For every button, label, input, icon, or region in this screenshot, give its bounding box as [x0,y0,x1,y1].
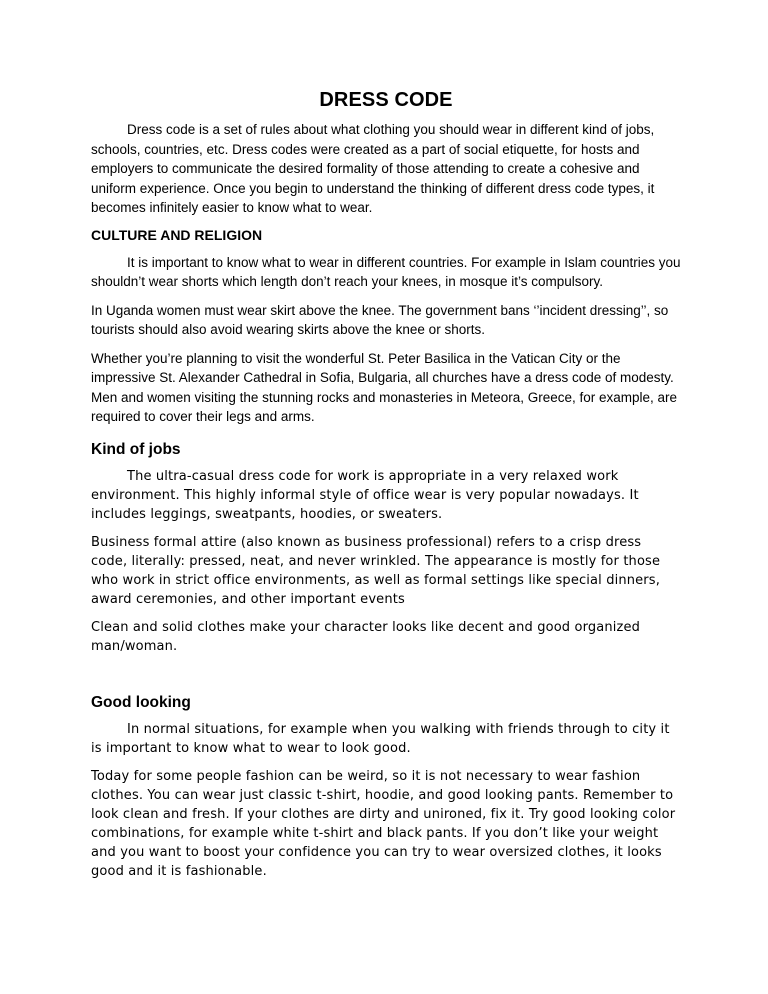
page-title: DRESS CODE [319,89,453,111]
culture-paragraph-1: It is important to know what to wear in different countries. For example in Islam countries you shouldn’t wear shorts which length don’t reach your knees, in mosque it’s compulsory. [91,254,681,289]
looking-paragraph-2: Today for some people fashion can be weird, so it is not necessary to wear fashion clothes. You can wear just classic t-shirt, hoodie, and good looking pants. Remember to look clean and fresh. If your clothes are dirty and unironed, fix it. Try good looking color combinations, for example white t-shirt and black pants. If you don’t like your weight and you want to boost your confidence you can try to wear oversized clothes, it looks good and it is fashionable. [91,768,676,879]
culture-paragraph-3: Whether you’re planning to visit the wonderful St. Peter Basilica in the Vatican City or the impressive St. Alexander Cathedral in Sofia, Bulgaria, all churches have a dress code of modesty. Men and women visiting the stunning rocks and monasteries in Meteora, Greece, for example, are required to cover their legs and arms. [91,350,678,424]
jobs-paragraph-3: Clean and solid clothes make your character looks like decent and good organized man/woman. [91,619,641,654]
document-page [91,88,681,881]
culture-paragraph-2: In Uganda women must wear skirt above the knee. The government bans ‘’incident dressing’’, so tourists should also avoid wearing skirts above the knee or shorts. [91,302,669,337]
jobs-paragraph-2: Business formal attire (also known as business professional) refers to a crisp dress code, literally: pressed, neat, and never wrinkled. The appearance is mostly for those who work in strict office environments, as well as formal settings like special dinners, award ceremonies, and other important events [91,534,661,607]
culture-heading: CULTURE AND RELIGION [91,226,263,243]
jobs-heading: Kind of jobs [91,440,181,458]
jobs-paragraph-1: The ultra-casual dress code for work is appropriate in a very relaxed work environment. This highly informal style of office wear is very popular nowadays. It includes leggings, sweatpants, hoodies, or sweaters. [91,468,639,522]
intro-paragraph: Dress code is a set of rules about what clothing you should wear in different kind of jobs, schools, countries, etc. Dress codes were created as a part of social etiquette, for hosts and employers to communicate the desired formality of those attending to create a cohesive and uniform experience. Once you begin to understand the thinking of different dress code types, it becomes infinitely easier to know what to wear. [91,122,655,215]
looking-paragraph-1: In normal situations, for example when you walking with friends through to city it is important to know what to wear to look good. [91,721,670,756]
looking-heading: Good looking [91,693,191,711]
